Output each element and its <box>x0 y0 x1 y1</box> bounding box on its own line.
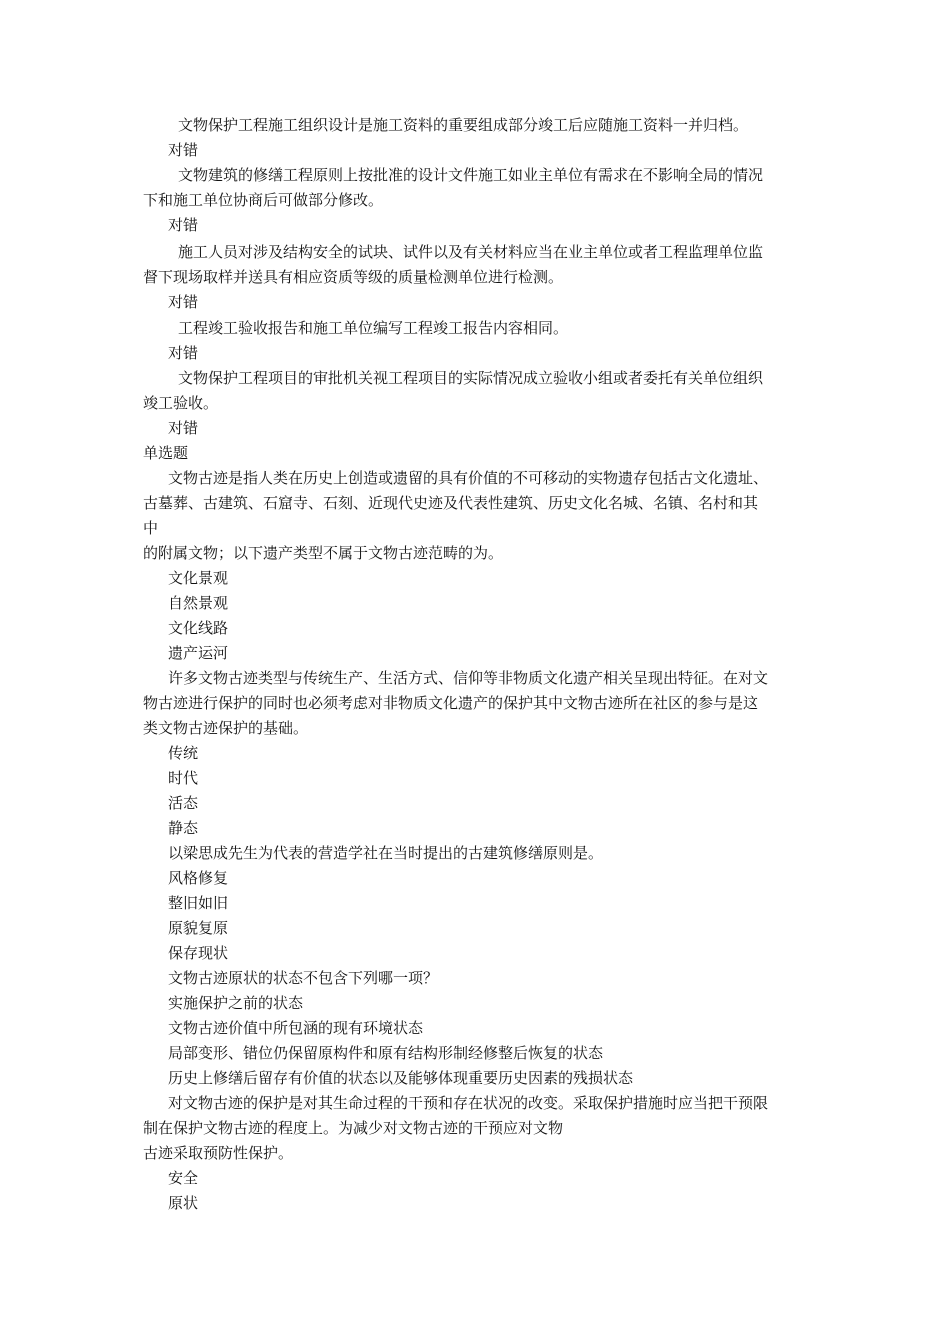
mc-question-2-line-2: 物古迹进行保护的同时也必须考虑对非物质文化遗产的保护其中文物古迹所在社区的参与是这 <box>143 694 759 712</box>
mc-question-1-line-2: 古墓葬、古建筑、石窟寺、石刻、近现代史迹及代表性建筑、历史文化名城、名镇、名村和其 <box>143 494 759 512</box>
mc-option: 风格修复 <box>168 869 229 887</box>
mc-option: 实施保护之前的状态 <box>168 994 304 1012</box>
mc-question-4: 文物古迹原状的状态不包含下列哪一项？ <box>168 969 439 987</box>
tf-options-4: 对错 <box>168 344 199 362</box>
mc-question-1-line-3: 中 <box>143 519 159 537</box>
mc-option: 安全 <box>168 1169 199 1187</box>
tf-question-2-line-2: 下和施工单位协商后可做部分修改。 <box>143 191 384 209</box>
mc-option: 文化线路 <box>168 619 229 637</box>
section-heading-single-choice: 单选题 <box>143 444 189 462</box>
mc-question-1-line-4: 的附属文物；以下遗产类型不属于文物古迹范畴的为。 <box>143 544 504 562</box>
mc-option: 自然景观 <box>168 594 229 612</box>
tf-question-1: 文物保护工程施工组织设计是施工资料的重要组成部分竣工后应随施工资料一并归档。 <box>178 116 749 134</box>
mc-question-2-line-3: 类文物古迹保护的基础。 <box>143 719 309 737</box>
tf-options-5: 对错 <box>168 419 199 437</box>
mc-option: 保存现状 <box>168 944 229 962</box>
tf-question-5-line-2: 竣工验收。 <box>143 394 219 412</box>
mc-question-1-line-1: 文物古迹是指人类在历史上创造或遗留的具有价值的不可移动的实物遗存包括古文化遗址、 <box>168 469 769 487</box>
mc-option: 文物古迹价值中所包涵的现有环境状态 <box>168 1019 424 1037</box>
mc-option: 静态 <box>168 819 199 837</box>
tf-question-3-line-2: 督下现场取样并送具有相应资质等级的质量检测单位进行检测。 <box>143 268 564 286</box>
mc-option: 活态 <box>168 794 199 812</box>
tf-question-2-line-1: 文物建筑的修缮工程原则上按批准的设计文件施工如业主单位有需求在不影响全局的情况 <box>178 166 764 184</box>
mc-question-5-line-1: 对文物古迹的保护是对其生命过程的干预和存在状况的改变。采取保护措施时应当把干预限 <box>168 1094 769 1112</box>
mc-option: 历史上修缮后留存有价值的状态以及能够体现重要历史因素的残损状态 <box>168 1069 634 1087</box>
tf-options-1: 对错 <box>168 141 199 159</box>
mc-option: 传统 <box>168 744 199 762</box>
mc-option: 文化景观 <box>168 569 229 587</box>
mc-question-3: 以梁思成先生为代表的营造学社在当时提出的古建筑修缮原则是。 <box>168 844 604 862</box>
mc-option: 整旧如旧 <box>168 894 229 912</box>
mc-option: 时代 <box>168 769 199 787</box>
mc-option: 局部变形、错位仍保留原构件和原有结构形制经修整后恢复的状态 <box>168 1044 604 1062</box>
mc-option: 原状 <box>168 1194 199 1212</box>
tf-options-2: 对错 <box>168 216 199 234</box>
mc-option: 遗产运河 <box>168 644 229 662</box>
mc-question-5-line-3: 古迹采取预防性保护。 <box>143 1144 294 1162</box>
tf-question-3-line-1: 施工人员对涉及结构安全的试块、试件以及有关材料应当在业主单位或者工程监理单位监 <box>178 243 764 261</box>
tf-question-4: 工程竣工验收报告和施工单位编写工程竣工报告内容相同。 <box>178 319 569 337</box>
tf-question-5-line-1: 文物保护工程项目的审批机关视工程项目的实际情况成立验收小组或者委托有关单位组织 <box>178 369 764 387</box>
mc-question-2-line-1: 许多文物古迹类型与传统生产、生活方式、信仰等非物质文化遗产相关呈现出特征。在对文 <box>168 669 769 687</box>
mc-question-5-line-2: 制在保护文物古迹的程度上。为减少对文物古迹的干预应对文物 <box>143 1119 564 1137</box>
tf-options-3: 对错 <box>168 293 199 311</box>
mc-option: 原貌复原 <box>168 919 229 937</box>
